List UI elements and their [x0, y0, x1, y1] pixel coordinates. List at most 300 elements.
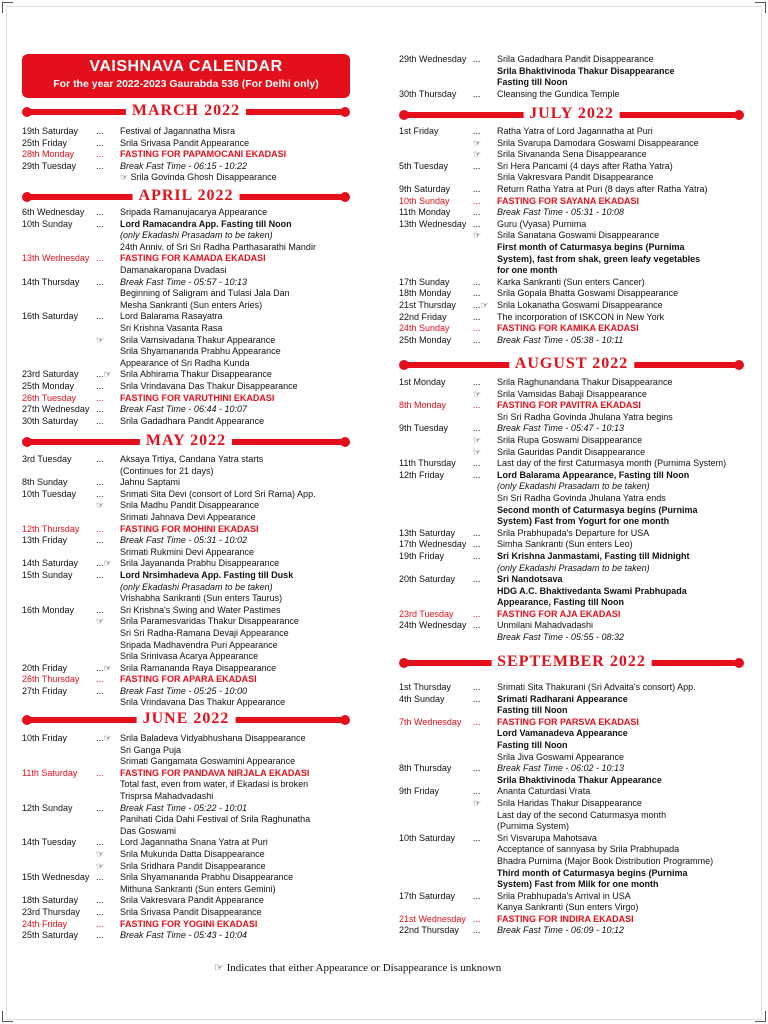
event-description: Festival of Jagannatha Misra: [120, 126, 236, 136]
event-separator: ...: [96, 535, 104, 546]
event-description: Srimati Rukmini Devi Appearance: [120, 546, 255, 557]
event-date: 26th Thursday: [22, 674, 80, 685]
event-separator: ☞: [473, 446, 482, 457]
event-separator: ...: [96, 477, 104, 488]
event-date: [399, 798, 473, 810]
event-separator: [473, 705, 497, 717]
event-separator: ...: [473, 311, 481, 322]
june-events: [22, 733, 352, 942]
event-separator: ☞: [473, 388, 482, 399]
event-separator: ...: [473, 458, 481, 469]
month-label: SEPTEMBER 2022: [491, 652, 652, 672]
event-row: [22, 674, 352, 686]
event-row: [399, 705, 744, 717]
event-date: [22, 323, 96, 335]
event-date: 25th Saturday: [22, 930, 79, 941]
event-row: [399, 277, 744, 289]
event-description: Srimati Gangamata Goswamini Appearance: [120, 756, 296, 767]
event-separator: ☞: [473, 137, 482, 148]
event-description: Lord Balarama Rasayatra: [120, 311, 223, 322]
event-row: [399, 925, 744, 937]
event-description: Kanya Sankranti (Sun enters Virgo): [497, 902, 639, 913]
event-separator: ...: [473, 195, 481, 206]
event-separator: [96, 651, 120, 663]
event-date: 29th Wednesday: [399, 54, 467, 64]
event-description: Simha Sankranti (Sun enters Leo): [497, 539, 633, 550]
event-separator: [473, 493, 497, 505]
event-row: [399, 312, 744, 324]
event-description: Srila Sridhara Pandit Disappearance: [120, 860, 266, 871]
event-separator: ...: [473, 716, 481, 727]
event-separator: ...: [473, 763, 481, 774]
event-description: Srila Vakresvara Pandit Disappearance: [497, 172, 654, 183]
event-separator: ☞: [96, 848, 105, 859]
event-description: Break Fast Time - 05:31 - 10:08: [497, 207, 624, 218]
event-row: [22, 930, 352, 942]
event-date: [399, 230, 473, 242]
event-description: FASTING FOR INDIRA EKADASI: [497, 913, 634, 924]
event-separator: ...: [473, 682, 481, 692]
event-description: FASTING FOR KAMADA EKADASI: [120, 253, 266, 264]
event-row: [399, 184, 744, 196]
event-separator: [473, 265, 497, 277]
event-row: [22, 919, 352, 931]
event-description: FASTING FOR AJA EKADASI: [497, 608, 621, 619]
event-description: Srila Gauridas Pandit Disappearance: [497, 446, 646, 457]
event-date: [399, 481, 473, 493]
event-separator: [96, 288, 120, 300]
event-row: [399, 551, 744, 563]
event-separator: ...: [473, 608, 481, 619]
event-date: 10th Friday: [22, 733, 68, 743]
event-description: Srila Srivasa Pandit Appearance: [120, 137, 250, 148]
event-separator: ...: [96, 895, 104, 906]
event-separator: ...: [96, 930, 104, 941]
event-row: [22, 477, 352, 489]
event-separator: ...: [473, 218, 481, 229]
event-separator: ...: [473, 400, 481, 411]
event-row: [22, 393, 352, 405]
event-separator: ...☞: [96, 369, 112, 380]
event-row: [22, 300, 352, 312]
event-description: System), fast from shak, green leafy vegetables: [497, 253, 701, 264]
legend-text: Indicates that either Appearance or Disappearance is unknown: [226, 962, 502, 974]
event-separator: [96, 358, 120, 370]
event-row: [399, 161, 744, 173]
event-date: [399, 844, 473, 856]
event-date: 1st Friday: [399, 126, 439, 136]
event-date: [399, 868, 473, 880]
event-separator: ...: [473, 323, 481, 334]
event-description: Break Fast Time - 06:15 - 10:22: [120, 160, 247, 171]
event-row: [22, 907, 352, 919]
event-row: [399, 126, 744, 138]
event-date: [22, 300, 96, 312]
month-header-july: [399, 107, 744, 123]
event-separator: ...: [96, 523, 104, 534]
event-separator: [473, 821, 497, 833]
event-row: [399, 254, 744, 266]
event-description: Srila Shyamananda Prabhu Appearance: [120, 346, 281, 357]
event-date: 12th Thursday: [22, 523, 80, 534]
event-separator: ...: [96, 488, 104, 499]
event-separator: ☞: [96, 616, 105, 627]
event-separator: ...: [96, 837, 104, 848]
event-description: Srila Vamsivadana Thakur Appearance: [120, 334, 276, 345]
event-date: 4th Sunday: [399, 693, 445, 704]
event-separator: [96, 242, 120, 254]
event-date: [22, 547, 96, 559]
event-row: [399, 389, 744, 401]
event-row: [22, 126, 352, 138]
event-separator: ...: [473, 539, 481, 550]
event-date: 8th Monday: [399, 400, 447, 411]
event-row: [22, 861, 352, 873]
event-separator: ...: [473, 786, 481, 797]
event-row: [399, 423, 744, 435]
event-date: [399, 493, 473, 505]
event-description: Srila Jayananda Prabhu Disappearance: [120, 558, 280, 569]
event-separator: [96, 466, 120, 478]
event-date: [22, 756, 96, 768]
event-separator: ...: [96, 160, 104, 171]
april-events: [22, 207, 352, 427]
event-date: 12th Friday: [399, 469, 445, 480]
event-date: 13th Friday: [22, 535, 68, 546]
event-description: Sripada Ramanujacarya Appearance: [120, 207, 268, 217]
event-date: [22, 651, 96, 663]
event-description: Aksaya Trtiya, Candana Yatra starts: [120, 454, 264, 464]
event-description: Fasting till Noon: [497, 705, 568, 716]
month-label: JULY 2022: [523, 104, 620, 124]
event-date: [399, 254, 473, 266]
event-separator: ...: [473, 890, 481, 901]
event-description: Srila Vrindavana Das Thakur Appearance: [120, 697, 286, 708]
event-description: Mesha Sankranti (Sun enters Aries): [120, 299, 263, 310]
event-date: [399, 516, 473, 528]
event-separator: [96, 512, 120, 524]
event-row: [22, 733, 352, 745]
event-row: [22, 161, 352, 173]
event-description: HDG A.C. Bhaktivedanta Swami Prabhupada: [497, 585, 687, 596]
event-separator: [96, 593, 120, 605]
event-date: 6th Wednesday: [22, 207, 85, 217]
event-row: [399, 821, 744, 833]
event-description: Sri Krishna's Swing and Water Pastimes: [120, 604, 281, 615]
event-row: [399, 66, 744, 78]
event-row: [399, 775, 744, 787]
event-date: [399, 242, 473, 254]
event-separator: [96, 582, 120, 594]
event-separator: ...: [96, 802, 104, 813]
event-date: 29th Tuesday: [22, 160, 77, 171]
event-date: [399, 728, 473, 740]
event-description: for one month: [497, 265, 558, 276]
event-separator: [96, 628, 120, 640]
event-row: [399, 717, 744, 729]
event-date: [22, 697, 96, 709]
event-description: Third month of Caturmasya begins (Purnima: [497, 867, 688, 878]
event-date: [399, 740, 473, 752]
event-separator: [473, 775, 497, 787]
event-separator: [473, 586, 497, 598]
event-description: Sri Visvarupa Mahotsava: [497, 832, 597, 843]
event-date: 10th Tuesday: [22, 488, 77, 499]
event-row: [399, 844, 744, 856]
event-date: [399, 856, 473, 868]
event-separator: [473, 810, 497, 822]
event-separator: ...: [96, 685, 104, 696]
event-row: [399, 902, 744, 914]
event-date: 22nd Thursday: [399, 925, 459, 936]
event-row: [399, 207, 744, 219]
event-description: FASTING FOR VARUTHINI EKADASI: [120, 392, 275, 403]
event-description: Srila Gadadhara Pandit Appearance: [120, 415, 265, 426]
event-row: [22, 242, 352, 254]
legend: [214, 961, 501, 974]
event-description: Break Fast Time - 05:31 - 10:02: [120, 535, 247, 546]
event-separator: ☞: [473, 149, 482, 160]
event-description: Srila Mukunda Datta Disappearance: [120, 848, 265, 859]
event-row: [399, 632, 744, 644]
event-description: Ananta Caturdasi Vrata: [497, 786, 591, 797]
event-description: Srila Prabhupada's Departure for USA: [497, 527, 650, 538]
event-description: Guru (Vyasa) Purnima: [497, 218, 587, 229]
event-date: 12th Sunday: [22, 802, 73, 813]
event-description: Sri Krishna Janmastami, Fasting till Midnight: [497, 550, 690, 561]
event-date: [399, 172, 473, 184]
event-description: Srimati Sita Devi (consort of Lord Sri Rama) App.: [120, 488, 316, 499]
event-date: [22, 616, 96, 628]
event-separator: ...: [96, 415, 104, 426]
event-description: (only Ekadashi Prasadam to be taken): [120, 230, 273, 241]
event-separator: ☞: [473, 434, 482, 445]
event-description: Lord Jagannatha Snana Yatra at Puri: [120, 837, 268, 848]
event-row: [399, 412, 744, 424]
event-separator: ...: [473, 925, 481, 936]
event-row: [399, 138, 744, 150]
event-description: Unmilani Mahadvadashi: [497, 620, 594, 631]
event-description: Srila Bhaktivinoda Thakur Appearance: [497, 774, 662, 785]
event-date: 10th Saturday: [399, 832, 456, 843]
event-row: [22, 895, 352, 907]
event-separator: [473, 856, 497, 868]
event-separator: [96, 172, 120, 184]
event-date: 14th Tuesday: [22, 837, 77, 848]
event-row: [22, 791, 352, 803]
event-description: Sri Hera Pancami (4 days after Ratha Yatra): [497, 160, 673, 171]
event-description: System) Fast from Yogurt for one month: [497, 516, 670, 527]
event-description: Break Fast Time - 05:57 - 10:13: [120, 276, 247, 287]
event-description: (Purnima System): [497, 821, 570, 832]
event-row: [22, 849, 352, 861]
event-separator: [96, 756, 120, 768]
event-date: [22, 466, 96, 478]
event-date: 14th Thursday: [22, 276, 80, 287]
event-description: Srila Rupa Goswami Disappearance: [497, 434, 643, 445]
event-row: [399, 597, 744, 609]
event-separator: [473, 516, 497, 528]
event-date: [22, 230, 96, 242]
event-row: [22, 500, 352, 512]
event-row: [399, 54, 744, 66]
event-description: FASTING FOR MOHINI EKADASI: [120, 523, 259, 534]
event-date: 13th Saturday: [399, 527, 456, 538]
event-row: [399, 694, 744, 706]
event-row: [22, 884, 352, 896]
event-date: [22, 512, 96, 524]
event-date: [399, 775, 473, 787]
event-row: [399, 470, 744, 482]
event-description: Srila Srinivasa Acarya Appearance: [120, 651, 259, 662]
event-row: [399, 323, 744, 335]
event-row: [399, 77, 744, 89]
event-row: [399, 563, 744, 575]
event-separator: ...: [473, 620, 481, 631]
event-date: [399, 505, 473, 517]
event-row: [22, 535, 352, 547]
event-row: [399, 149, 744, 161]
event-row: [22, 803, 352, 815]
event-row: [399, 740, 744, 752]
event-description: Second month of Caturmasya begins (Purnima: [497, 504, 698, 515]
event-separator: [96, 640, 120, 652]
event-date: 20th Saturday: [399, 574, 456, 585]
crop-mark: [755, 2, 766, 13]
event-row: [22, 381, 352, 393]
event-description: Sri Sri Radha Govinda Jhulana Yatra begins: [497, 411, 673, 422]
event-separator: [473, 632, 497, 644]
event-date: [22, 346, 96, 358]
event-separator: ...: [473, 377, 481, 387]
event-description: Srila Prabhupada's Arrival in USA: [497, 890, 631, 901]
event-separator: ☞: [473, 230, 482, 241]
event-date: [22, 849, 96, 861]
event-description: Srila Gadadhara Pandit Disappearance: [497, 54, 654, 64]
event-date: 30th Saturday: [22, 415, 79, 426]
event-separator: [473, 481, 497, 493]
event-separator: ...☞: [96, 558, 112, 569]
event-row: [22, 640, 352, 652]
event-description: Srila Madhu Pandit Disappearance: [120, 500, 260, 511]
event-separator: [473, 728, 497, 740]
event-separator: [96, 884, 120, 896]
event-description: (only Ekadashi Prasadam to be taken): [120, 581, 273, 592]
event-row: [399, 810, 744, 822]
event-description: Vrishabha Sankranti (Sun enters Taurus): [120, 593, 283, 604]
event-separator: [96, 547, 120, 559]
crop-mark: [2, 2, 13, 13]
event-date: 21st Thursday: [399, 299, 456, 310]
month-header-june: [22, 712, 350, 728]
event-separator: ...: [96, 569, 104, 580]
event-separator: ...: [96, 872, 104, 883]
event-separator: [473, 563, 497, 575]
event-description: Srila Bhaktivinoda Thakur Disappearance: [497, 65, 675, 76]
event-separator: ...: [96, 392, 104, 403]
event-row: [22, 346, 352, 358]
crop-mark: [2, 1011, 13, 1022]
event-description: Srila Baladeva Vidyabhushana Disappearance: [120, 733, 306, 743]
event-row: [399, 458, 744, 470]
event-row: [22, 826, 352, 838]
event-row: [22, 582, 352, 594]
event-separator: [96, 300, 120, 312]
event-date: [22, 500, 96, 512]
event-description: (only Ekadashi Prasadam to be taken): [497, 481, 650, 492]
event-date: [399, 586, 473, 598]
event-separator: [473, 597, 497, 609]
event-description: Srimati Sita Thakurani (Sri Advaita's consort) App.: [497, 682, 696, 692]
event-date: [399, 149, 473, 161]
event-row: [22, 512, 352, 524]
march-events: [22, 126, 352, 184]
event-row: [399, 481, 744, 493]
event-separator: ...: [96, 918, 104, 929]
event-separator: ...: [473, 527, 481, 538]
event-description: Break Fast Time - 06:44 - 10:07: [120, 404, 247, 415]
event-date: 15th Sunday: [22, 569, 73, 580]
event-description: Break Fast Time - 05:43 - 10:04: [120, 930, 247, 941]
event-row: [22, 547, 352, 559]
event-date: [399, 705, 473, 717]
may-events: [22, 454, 352, 709]
event-date: 24th Wednesday: [399, 620, 467, 631]
event-date: [399, 138, 473, 150]
event-separator: ☞: [96, 334, 105, 345]
event-date: 17th Sunday: [399, 276, 450, 287]
event-description: Last day of the second Caturmasya month: [497, 809, 667, 820]
event-separator: ...: [96, 253, 104, 264]
event-description: Beginning of Saligram and Tulasi Jala Dan: [120, 288, 290, 299]
event-row: [399, 891, 744, 903]
event-date: 18th Saturday: [22, 895, 79, 906]
event-description: Srila Gopala Bhatta Goswami Disappearance: [497, 288, 679, 299]
event-date: 26th Tuesday: [22, 392, 77, 403]
event-row: [22, 358, 352, 370]
event-separator: [96, 323, 120, 335]
event-separator: ...: [96, 311, 104, 322]
event-separator: ...: [473, 160, 481, 171]
event-row: [22, 779, 352, 791]
event-description: Karka Sankranti (Sun enters Cancer): [497, 276, 645, 287]
event-separator: [473, 879, 497, 891]
event-separator: ...☞: [96, 662, 112, 673]
event-date: 23rd Tuesday: [399, 608, 454, 619]
event-date: 9th Tuesday: [399, 423, 449, 434]
event-description: Sripada Madhavendra Puri Appearance: [120, 639, 278, 650]
event-description: System) Fast from Milk for one month: [497, 879, 659, 890]
event-row: [22, 872, 352, 884]
event-description: Return Ratha Yatra at Puri (8 days after Ratha Yatra): [497, 183, 708, 194]
event-date: 15th Wednesday: [22, 872, 90, 883]
event-row: [22, 593, 352, 605]
event-row: [399, 505, 744, 517]
event-separator: ...: [96, 276, 104, 287]
event-separator: ...: [96, 126, 104, 136]
event-date: [22, 779, 96, 791]
event-description: Lord Vamanadeva Appearance: [497, 728, 628, 739]
event-date: 24th Friday: [22, 918, 68, 929]
event-separator: [473, 844, 497, 856]
event-row: [399, 586, 744, 598]
event-date: 25th Monday: [22, 380, 75, 391]
event-row: [22, 651, 352, 663]
event-separator: ...: [473, 88, 481, 99]
event-date: [22, 640, 96, 652]
event-date: [22, 582, 96, 594]
event-date: 22nd Friday: [399, 311, 447, 322]
